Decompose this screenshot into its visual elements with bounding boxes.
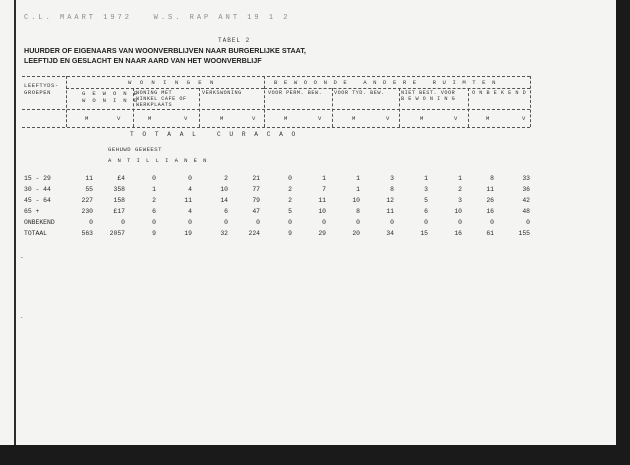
table-cell: 42: [522, 197, 530, 204]
table-cell: 8: [490, 175, 494, 182]
table-cell: 55: [85, 186, 93, 193]
table-cell: 0: [89, 219, 93, 226]
table-cell: 9: [152, 230, 156, 237]
col-divider: [199, 88, 200, 127]
table-cell: 6: [424, 208, 428, 215]
table-cell: 10: [220, 186, 228, 193]
table-cell: 16: [486, 208, 494, 215]
table-cell: 0: [424, 219, 428, 226]
sex-m-header: M: [85, 115, 89, 122]
title-line-1: HUURDER OF EIGENAARS VAN WOONVERBLIJVEN NAAR BURGERLIJKE STAAT,: [24, 46, 306, 55]
table-cell: 48: [522, 208, 530, 215]
table-cell: £4: [117, 175, 125, 182]
subsection-gehuwd: GEHUWD GEWEEST: [108, 146, 162, 153]
table-cell: 0: [526, 219, 530, 226]
table-cell: £17: [113, 208, 125, 215]
voor-perm-header: VOOR PERM. BEW.: [268, 90, 323, 96]
table-cell: 0: [121, 219, 125, 226]
table-cell: 0: [152, 219, 156, 226]
sex-v-header: V: [252, 115, 256, 122]
woningen-header: W O N I N G E N: [128, 79, 216, 86]
table-cell: 19: [184, 230, 192, 237]
table-cell: 61: [486, 230, 494, 237]
voor-tyd-header: VOOR TYD. BEW.: [334, 90, 385, 96]
table-cell: 8: [390, 186, 394, 193]
subheader-rule: [22, 109, 530, 110]
scan-edge-right: [616, 0, 630, 465]
table-cell: 0: [322, 219, 326, 226]
table-cell: 15: [420, 230, 428, 237]
table-cell: 5: [424, 197, 428, 204]
sex-v-header: V: [522, 115, 526, 122]
table-cell: 47: [252, 208, 260, 215]
table-cell: 563: [81, 230, 93, 237]
table-cell: 0: [288, 219, 292, 226]
subsection-antillianen: A N T I L L I A N E N: [108, 157, 208, 164]
sex-v-header: V: [117, 115, 121, 122]
table-cell: 12: [386, 197, 394, 204]
table-cell: 21: [252, 175, 260, 182]
col-divider: [399, 88, 400, 127]
table-cell: 1: [424, 175, 428, 182]
sex-m-header: M: [420, 115, 424, 122]
verkswoning-header: VERKSWONING: [202, 90, 242, 96]
table-cell: 0: [152, 175, 156, 182]
table-cell: 9: [288, 230, 292, 237]
table-cell: 0: [458, 219, 462, 226]
table-cell: 33: [522, 175, 530, 182]
table-cell: 11: [184, 197, 192, 204]
table-cell: 36: [522, 186, 530, 193]
table-cell: 1: [458, 175, 462, 182]
table-cell: 4: [188, 186, 192, 193]
row-label: 30 - 44: [24, 186, 51, 193]
table-cell: 2: [288, 186, 292, 193]
table-cell: 1: [356, 175, 360, 182]
table-cell: 0: [188, 219, 192, 226]
table-cell: 2: [288, 197, 292, 204]
table-cell: 11: [386, 208, 394, 215]
table-cell: 20: [352, 230, 360, 237]
table-cell: 11: [318, 197, 326, 204]
table-cell: 158: [113, 197, 125, 204]
table-cell: 14: [220, 197, 228, 204]
row-label: ONBEKEND: [24, 219, 55, 226]
title-line-2: LEEFTIJD EN GESLACHT EN NAAR AARD VAN HET WOONVERBLIJF: [24, 56, 262, 65]
sex-m-header: M: [220, 115, 224, 122]
table-cell: 10: [352, 197, 360, 204]
sex-v-header: V: [184, 115, 188, 122]
bewoonde-header: B E W O O N D E A N D E R E R U I M T E N: [274, 79, 498, 86]
table-cell: 0: [390, 219, 394, 226]
stray-mark: -: [20, 254, 24, 261]
table-cell: 10: [318, 208, 326, 215]
row-label: 65 +: [24, 208, 40, 215]
table-cell: 77: [252, 186, 260, 193]
col-divider: [264, 76, 265, 127]
table-cell: 0: [188, 175, 192, 182]
table-cell: 26: [486, 197, 494, 204]
table-cell: 2: [458, 186, 462, 193]
sex-v-header: V: [454, 115, 458, 122]
table-cell: 6: [224, 208, 228, 215]
table-cell: 34: [386, 230, 394, 237]
stray-mark: .: [20, 313, 24, 320]
col-divider: [66, 76, 67, 127]
bewoonde-rule: [264, 88, 530, 89]
table-cell: 0: [490, 219, 494, 226]
scan-edge-bottom: [0, 445, 630, 465]
header-bottom-rule: [22, 127, 530, 128]
table-cell: 155: [518, 230, 530, 237]
sex-m-header: M: [486, 115, 490, 122]
sex-m-header: M: [352, 115, 356, 122]
sex-m-header: M: [148, 115, 152, 122]
onbekend-header: O N B E K E N D: [472, 90, 527, 96]
table-cell: 11: [486, 186, 494, 193]
age-group-header: LEEFTYDS- GROEPEN: [24, 82, 59, 96]
table-cell: 230: [81, 208, 93, 215]
table-cell: 5: [288, 208, 292, 215]
table-cell: 2057: [109, 230, 125, 237]
table-cell: 2: [224, 175, 228, 182]
table-cell: 3: [458, 197, 462, 204]
table-cell: 79: [252, 197, 260, 204]
gewone-woning-header: G E W O N E W O N I N G: [82, 90, 139, 104]
row-label: 15 - 29: [24, 175, 51, 182]
table-cell: 1: [322, 175, 326, 182]
table-cell: 358: [113, 186, 125, 193]
sex-m-header: M: [284, 115, 288, 122]
table-cell: 32: [220, 230, 228, 237]
page-header: C.L. MAART 1972 W.S. RAP ANT 19 1 2: [24, 14, 291, 22]
table-cell: 6: [152, 208, 156, 215]
table-cell: 1: [356, 186, 360, 193]
table-cell: 4: [188, 208, 192, 215]
table-cell: 227: [81, 197, 93, 204]
section-total-label: T O T A A L C U R A C A O: [130, 131, 298, 138]
table-cell: 0: [288, 175, 292, 182]
page-left-rule: [14, 0, 16, 445]
table-cell: 3: [424, 186, 428, 193]
row-label: 45 - 64: [24, 197, 51, 204]
table-top-rule: [22, 76, 530, 77]
niet-best-header: NIET BEST. VOOR B E W O N I N G: [401, 90, 456, 102]
table-cell: 3: [390, 175, 394, 182]
table-cell: 0: [356, 219, 360, 226]
table-cell: 1: [152, 186, 156, 193]
row-label: TOTAAL: [24, 230, 48, 237]
table-cell: 7: [322, 186, 326, 193]
table-cell: 29: [318, 230, 326, 237]
col-divider: [530, 76, 531, 127]
woningen-rule: [66, 88, 264, 89]
table-cell: 8: [356, 208, 360, 215]
woning-winkel-header: WONING MET WINKEL CAFE OF WERKPLAATS: [136, 90, 187, 108]
table-cell: 10: [454, 208, 462, 215]
col-divider: [468, 88, 469, 127]
sex-v-header: V: [318, 115, 322, 122]
table-cell: 0: [224, 219, 228, 226]
tabel-label: TABEL 2: [218, 37, 251, 44]
table-cell: 16: [454, 230, 462, 237]
col-divider: [332, 88, 333, 127]
table-cell: 2: [152, 197, 156, 204]
sex-v-header: V: [386, 115, 390, 122]
table-cell: 0: [256, 219, 260, 226]
table-cell: 224: [248, 230, 260, 237]
table-cell: 11: [85, 175, 93, 182]
